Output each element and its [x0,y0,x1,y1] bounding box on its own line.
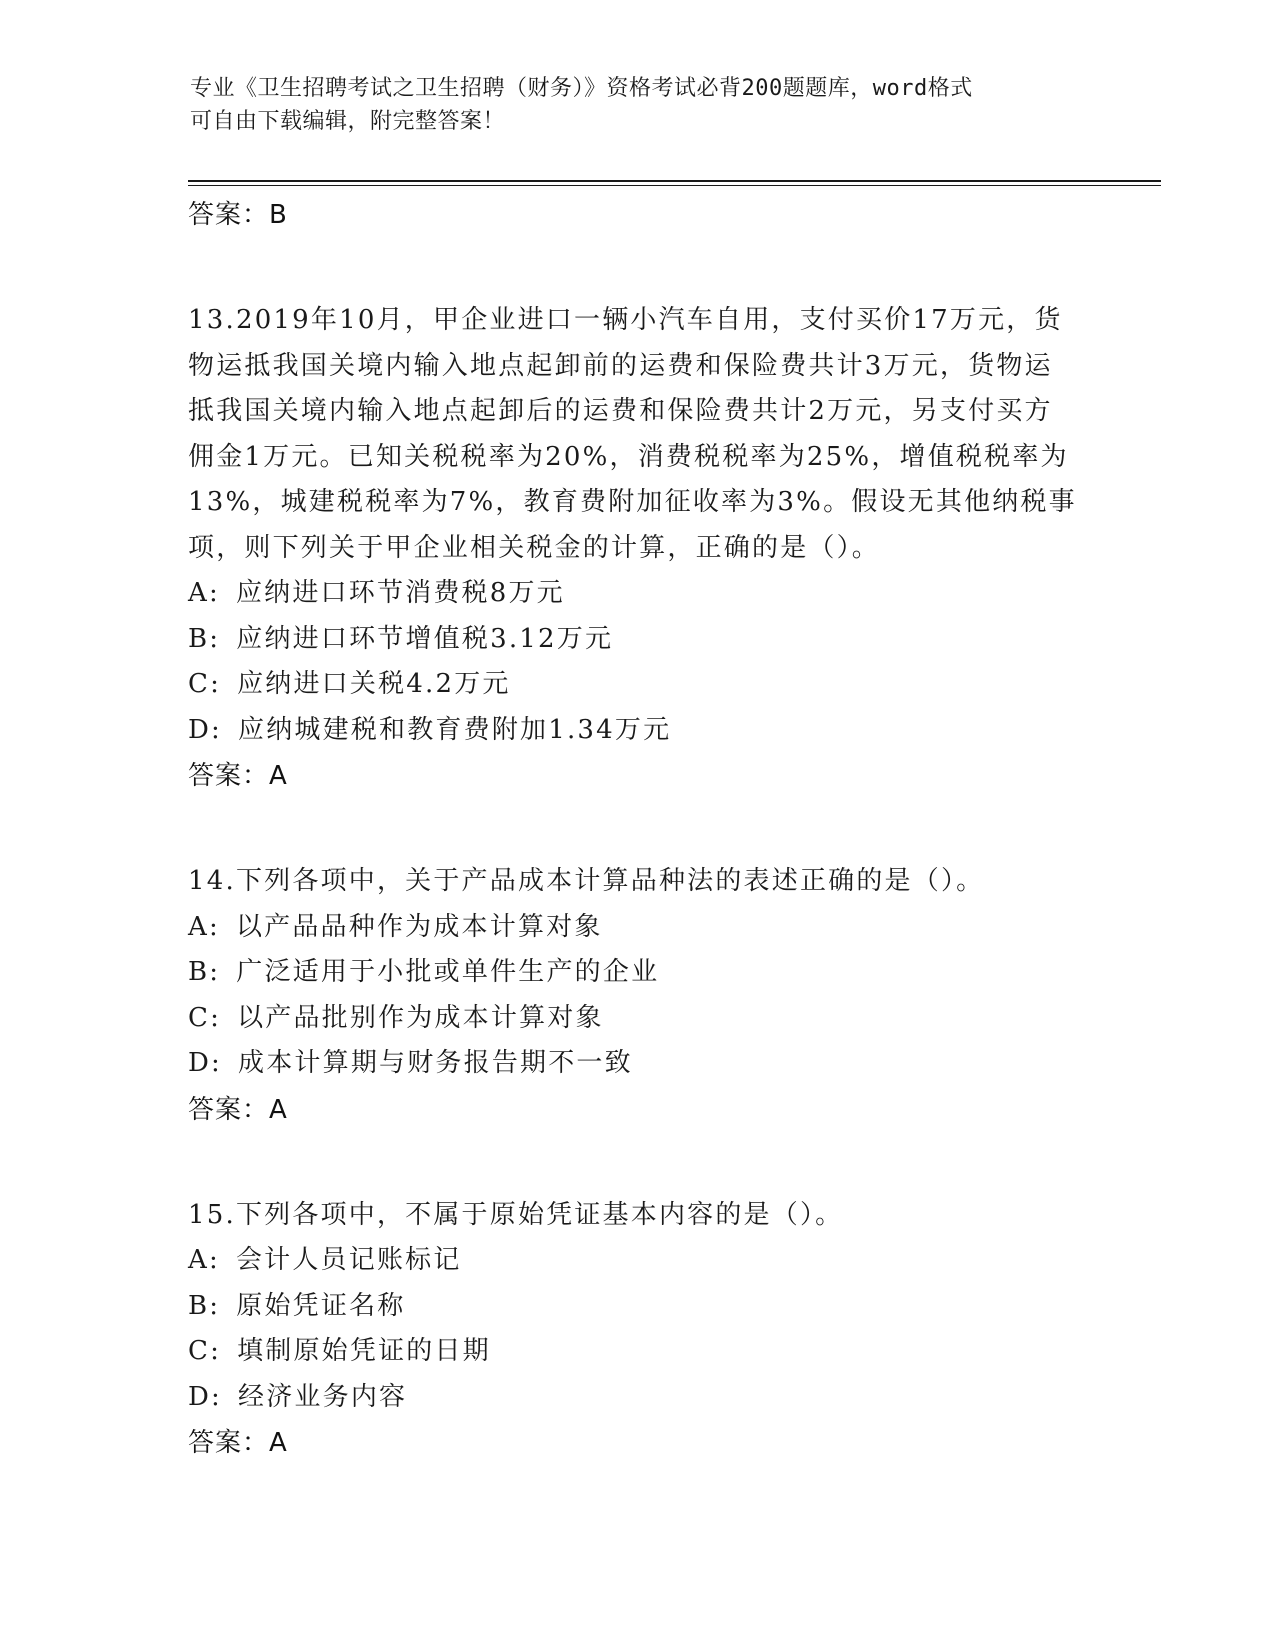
question-text: 13.2019年10月，甲企业进口一辆小汽车自用，支付买价17万元，货物运抵我国关境内输入地点起卸前的运费和保险费共计3万元，货物运抵我国关境内输入地点起卸后的运费和保险费共计2万元，另支付买方佣金1万元。已知关税税率为20%，消费税税率为25%，增值税税率为13%，城建税税率为7%，教育费附加征收率为3%。假设无其他纳税事项，则下列关于甲企业相关税金的计算，正确的是（）。 [188,305,1077,563]
option-a [188,905,1078,951]
document-body [188,188,1078,1466]
question-text: 15.下列各项中，不属于原始凭证基本内容的是（）。 [188,1199,844,1230]
option-text: 应纳城建税和教育费附加1.34万元 [238,714,672,745]
question-14 [188,859,1078,1133]
header-rule-thick [188,180,1161,182]
option-letter: C: [188,1336,222,1366]
header-rule-thin [188,185,1161,186]
option-letter: B: [188,1290,221,1321]
option-c [188,662,1078,708]
option-letter: C: [188,1002,222,1033]
option-text: 填制原始凭证的日期 [237,1336,491,1366]
question-13 [188,298,1078,799]
option-c [188,1329,1078,1375]
option-text: 成本计算期与财务报告期不一致 [238,1048,633,1078]
option-text: 以产品品种作为成本计算对象 [235,911,603,942]
option-a [188,571,1078,617]
question-text: 14.下列各项中，关于产品成本计算品种法的表述正确的是（）。 [188,866,985,896]
option-d [188,1041,1078,1087]
option-letter: C: [188,669,222,699]
option-letter: B: [188,957,221,987]
previous-answer: 答案：B [188,200,288,230]
option-text: 应纳进口环节消费税8万元 [235,578,565,608]
option-letter: D: [188,1048,223,1078]
option-letter: A: [188,578,220,608]
option-text: 以产品批别作为成本计算对象 [237,1002,604,1033]
option-letter: A: [188,1245,220,1275]
option-text: 广泛适用于小批或单件生产的企业 [236,957,660,987]
option-letter: D: [188,1381,223,1412]
document-header [190,72,1070,138]
option-text: 会计人员记账标记 [235,1245,462,1275]
answer-label: 答案：A [188,1428,288,1458]
option-a [188,1238,1078,1284]
option-c [188,996,1078,1042]
option-d [188,1375,1078,1421]
option-text: 经济业务内容 [238,1381,408,1412]
option-text: 应纳进口关税4.2万元 [237,669,511,699]
option-text: 原始凭证名称 [236,1290,406,1321]
answer-label: 答案：A [188,761,288,791]
question-15 [188,1193,1078,1467]
header-line-1: 专业《卫生招聘考试之卫生招聘（财务）》资格考试必背200题题库，word格式 [190,76,973,101]
answer-label: 答案：A [188,1094,288,1125]
option-b [188,617,1078,663]
option-letter: D: [188,714,223,745]
option-text: 应纳进口环节增值税3.12万元 [236,623,614,654]
option-letter: B: [188,623,221,654]
header-line-2: 可自由下载编辑，附完整答案！ [190,109,506,134]
option-b [188,1284,1078,1330]
option-b [188,950,1078,996]
option-d [188,708,1078,754]
option-letter: A: [188,911,220,942]
